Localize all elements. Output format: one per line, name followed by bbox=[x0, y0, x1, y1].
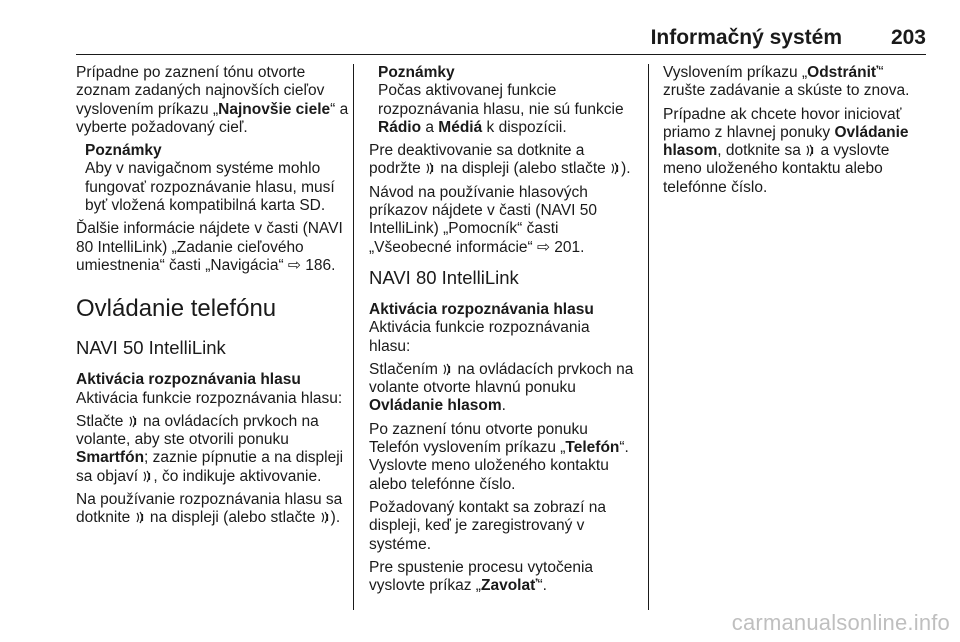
note-box bbox=[85, 142, 352, 215]
paragraph: Stlačením na ovládacích prvkoch na volante otvorte hlavnú ponuku Ovládanie hlasom. bbox=[369, 360, 634, 415]
paragraph: Prípadne po zaznení tónu otvorte zoznam zadaných najnovších cieľov vyslovením príkazu „Najnovšie ciele“ a vyberte požadovaný cieľ. bbox=[76, 64, 349, 136]
paragraph: Na používanie rozpoznávania hlasu sa dotknite na displeji (alebo stlačte ). bbox=[76, 491, 343, 527]
watermark: carmanualsonline.info bbox=[731, 610, 950, 635]
page-title: Informačný systém bbox=[650, 26, 842, 49]
subsection-heading: NAVI 80 IntelliLink bbox=[369, 266, 519, 288]
column-3 bbox=[663, 64, 927, 202]
note-box bbox=[378, 64, 635, 137]
paragraph: Aktivácia funkcie rozpoznávania hlasu: bbox=[369, 319, 590, 355]
header-divider bbox=[76, 54, 926, 55]
paragraph: Pre deaktivovanie sa dotknite a podržte na displeji (alebo stlačte ). bbox=[369, 142, 631, 178]
voice-control-icon bbox=[806, 144, 815, 157]
note-text: Aby v navigačnom systéme mohlo fungovať rozpoznávanie hlasu, musí byť vložená kompatibilná karta SD. bbox=[85, 160, 335, 215]
paragraph: Po zaznení tónu otvorte ponuku Telefón vyslovením príkazu „Telefón“. Vyslovte meno uloženého kontaktu alebo telefónne číslo. bbox=[369, 420, 629, 493]
subsection-heading: NAVI 50 IntelliLink bbox=[76, 337, 226, 359]
column-2 bbox=[369, 64, 635, 600]
paragraph: Stlačte na ovládacích prvkoch na volante, aby ste otvorili ponuku Smartfón; zaznie pípnutie a na displeji sa objaví , čo indikuje aktivovanie. bbox=[76, 412, 344, 485]
note-text: Počas aktivovanej funkcie rozpoznávania hlasu, nie sú funkcie Rádio a Médiá k dispozícii. bbox=[378, 82, 624, 136]
paragraph: Aktivácia funkcie rozpoznávania hlasu: bbox=[76, 389, 343, 407]
voice-control-icon bbox=[426, 162, 435, 175]
paragraph: Ďalšie informácie nájdete v časti (NAVI 80 IntelliLink) „Zadanie cieľového umiestnenia“ časti „Navigácia“ ⇨ 186. bbox=[76, 220, 343, 274]
subsubsection-heading: Aktivácia rozpoznávania hlasu bbox=[369, 300, 594, 318]
column-1 bbox=[76, 64, 352, 533]
voice-control-icon bbox=[136, 511, 145, 524]
paragraph: Návod na používanie hlasových príkazov nájdete v časti (NAVI 50 IntelliLink) „Pomocník“ časti „Všeobecné informácie“ ⇨ 201. bbox=[369, 183, 598, 256]
note-title: Poznámky bbox=[85, 142, 162, 160]
section-heading: Ovládanie telefónu bbox=[76, 295, 277, 323]
voice-control-icon bbox=[143, 470, 152, 483]
voice-control-icon bbox=[443, 363, 452, 376]
note-title: Poznámky bbox=[378, 64, 455, 81]
subsubsection-heading: Aktivácia rozpoznávania hlasu bbox=[76, 371, 301, 389]
voice-control-icon bbox=[129, 415, 138, 428]
page-header bbox=[76, 26, 926, 54]
column-divider-1 bbox=[353, 64, 354, 610]
paragraph: Vyslovením príkazu „Odstrániť“ zrušte zadávanie a skúste to znova. bbox=[663, 64, 910, 100]
column-divider-2 bbox=[648, 64, 649, 610]
voice-control-icon bbox=[611, 162, 620, 175]
paragraph: Prípadne ak chcete hovor iniciovať priamo z hlavnej ponuky Ovládanie hlasom, dotknite sa a vyslovte meno uloženého kontaktu alebo telefónne číslo. bbox=[663, 105, 909, 196]
paragraph: Pre spustenie procesu vytočenia vyslovte príkaz „Zavolať“. bbox=[369, 558, 594, 595]
voice-control-icon bbox=[321, 511, 330, 524]
paragraph: Požadovaný kontakt sa zobrazí na displeji, keď je zaregistrovaný v systéme. bbox=[369, 498, 606, 553]
page-number: 203 bbox=[890, 26, 926, 49]
